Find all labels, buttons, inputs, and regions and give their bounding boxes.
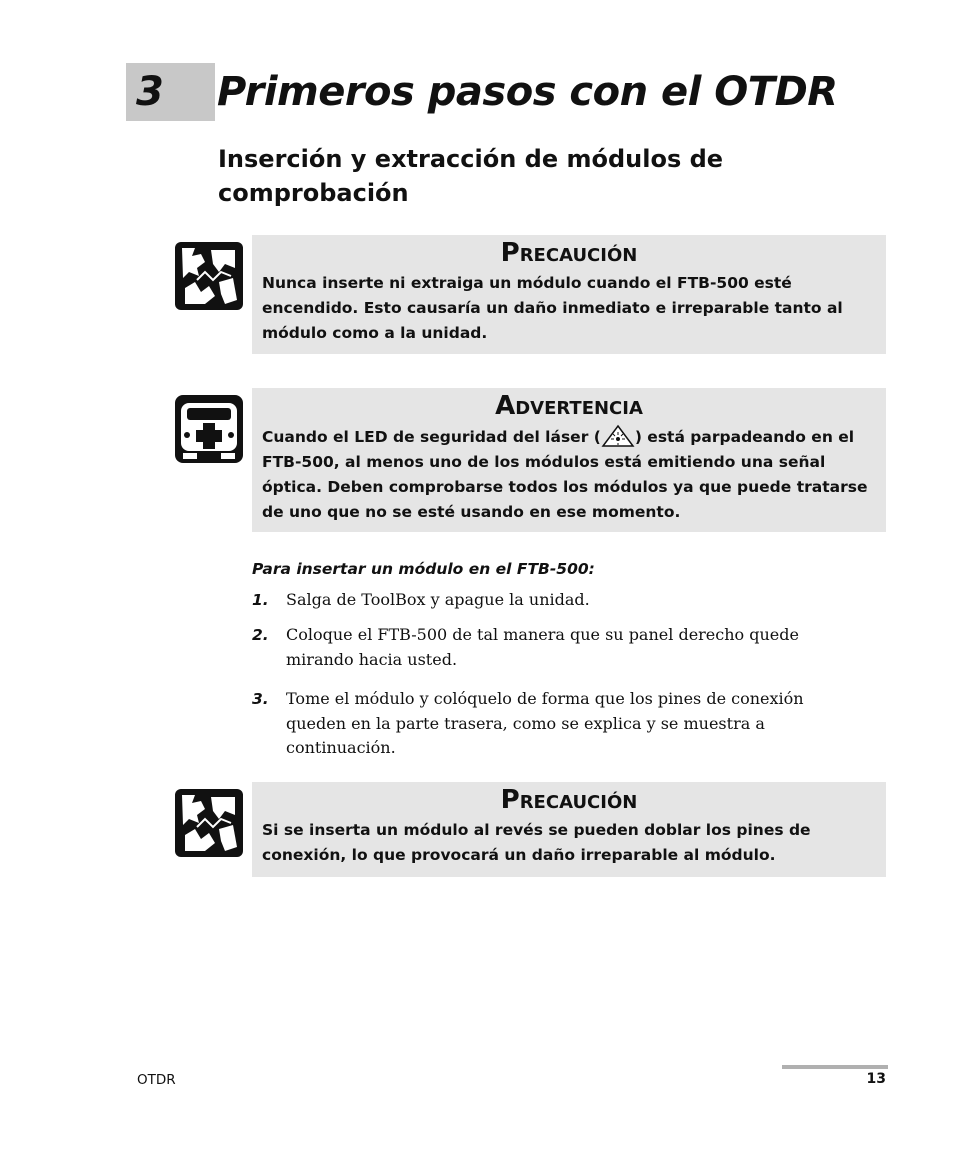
step-text: Coloque el FTB-500 de tal manera que su panel derecho quede mirando hacia usted. — [286, 625, 799, 669]
procedure-step — [252, 623, 852, 673]
caution-text: Si se inserta un módulo al revés se pueden doblar los pines de conexión, lo que provocará un daño irreparable al módulo. — [262, 821, 811, 864]
warning-text-before: Cuando el LED de seguridad del láser ( — [262, 428, 601, 446]
caution-icon — [175, 789, 243, 857]
procedure-step — [252, 687, 852, 761]
step-number: 1. — [252, 591, 269, 609]
laser-hazard-icon — [601, 424, 635, 448]
caution-title: Precaución — [500, 238, 638, 268]
caution-title: Precaución — [500, 785, 638, 815]
footer-product: OTDR — [137, 1072, 176, 1088]
step-text: Tome el módulo y colóquelo de forma que los pines de conexión queden en la parte trasera, como se explica y se muestra a continuación. — [286, 689, 804, 757]
step-number: 3. — [252, 690, 269, 708]
chapter-number: 3 — [126, 63, 215, 121]
warning-box — [252, 388, 886, 532]
warning-ambulance-icon — [175, 395, 243, 463]
warning-title: Advertencia — [495, 391, 643, 421]
step-number: 2. — [252, 626, 269, 644]
caution-box — [252, 235, 886, 354]
chapter-title: Primeros pasos con el OTDR — [217, 69, 838, 115]
caution-icon — [175, 242, 243, 310]
page-number: 13 — [866, 1071, 886, 1087]
procedure-title: Para insertar un módulo en el FTB-500: — [252, 560, 595, 578]
warning-text — [262, 424, 876, 525]
warning-text-after: ) está parpadeando en el FTB-500, al menos uno de los módulos está emitiendo una señal óptica. Deben comprobarse todos los módulos ya que puede tratarse de uno que no se esté usando en ese momento. — [262, 428, 868, 521]
section-heading: Inserción y extracción de módulos de comprobación — [218, 145, 724, 207]
caution-text: Nunca inserte ni extraiga un módulo cuando el FTB-500 esté encendido. Esto causaría un daño inmediato e irreparable tanto al módulo como a la unidad. — [262, 274, 843, 342]
footer-rule — [782, 1065, 888, 1069]
step-text: Salga de ToolBox y apague la unidad. — [286, 590, 590, 609]
procedure-step — [252, 588, 852, 614]
caution-box — [252, 782, 886, 877]
